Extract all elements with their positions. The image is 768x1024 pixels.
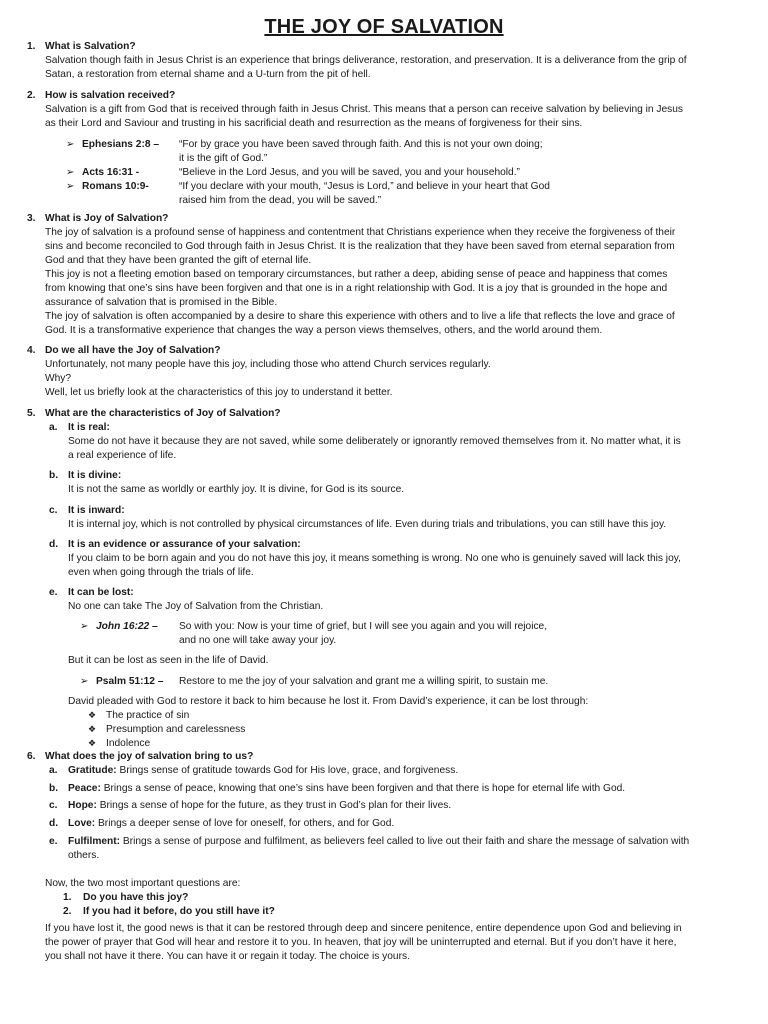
section-heading-text: How is salvation received? (45, 90, 176, 101)
page-title: THE JOY OF SALVATION (264, 16, 504, 38)
paragraph-line: No one can take The Joy of Salvation from the Christian. (68, 601, 324, 612)
section-heading-text: What does the joy of salvation bring to us? (45, 751, 254, 762)
item-text: Brings a sense of peace, knowing that one’s sins have been forgiven and that there is hope for eternal life with God. (103, 783, 626, 794)
section-heading-text: What are the characteristics of Joy of Salvation? (45, 408, 281, 419)
diamond-bullet-icon: ❖ (88, 710, 97, 720)
section-number: 4. (27, 345, 36, 356)
question-number: 2. (63, 906, 72, 917)
paragraph-line: you shall not have it there. You can have it or regain it today. The choice is yours. (45, 951, 410, 962)
item-term: Hope: (68, 800, 97, 811)
section-heading (27, 407, 281, 421)
verse-bullet (66, 138, 666, 152)
question-text: Do you have this joy? (83, 892, 189, 903)
section-heading (27, 40, 136, 54)
verse-reference: Psalm 51:12 – (96, 676, 164, 687)
verse-continuation: raised him from the dead, you will be saved.” (179, 195, 382, 206)
verse-bullet (66, 180, 666, 194)
paragraph-line: If you have lost it, the good news is that it can be restored through deep and sincere penitence, entire dependence upon God and believing in (45, 923, 682, 934)
item-title: It is an evidence or assurance of your salvation: (68, 539, 301, 550)
item-term: Fulfilment: (68, 836, 121, 847)
paragraph-line: assurance of salvation that is promised in the Bible. (45, 297, 278, 308)
item-letter: d. (49, 818, 59, 829)
item-letter: e. (49, 836, 58, 847)
item-letter: e. (49, 587, 58, 598)
list-item-text: Indolence (106, 738, 151, 749)
section-heading-text: What is Joy of Salvation? (45, 213, 169, 224)
item-title: It is inward: (68, 505, 125, 516)
item-letter: c. (49, 505, 58, 516)
item-term: Peace: (68, 783, 101, 794)
verse-continuation: it is the gift of God.” (179, 153, 268, 164)
diamond-bullet-icon: ❖ (88, 738, 97, 748)
list-item (88, 709, 688, 723)
verse-text: So with you: Now is your time of grief, but I will see you again and you will rejoice, (179, 621, 548, 632)
paragraph-line: But it can be lost as seen in the life of David. (68, 655, 269, 666)
item-title: It is real: (68, 422, 110, 433)
characteristic-can-be-lost (49, 586, 741, 600)
list-item-text: Presumption and carelessness (106, 724, 246, 735)
item-title: It can be lost: (68, 587, 134, 598)
item-text: Brings sense of gratitude towards God for His love, grace, and forgiveness. (119, 765, 459, 776)
verse-bullet (80, 620, 680, 634)
verse-bullet (80, 675, 680, 689)
verse-continuation: and no one will take away your joy. (179, 635, 337, 646)
characteristic-real (49, 421, 741, 435)
paragraph-line: The joy of salvation is often accompanied by a desire to share this experience with others and to live a life that reflects the love and grace of (45, 311, 675, 322)
characteristic-divine (49, 469, 741, 483)
paragraph-line: even when going through the trials of life. (68, 567, 254, 578)
paragraph-line: from knowing that one’s sins have been forgiven and that one is in a right relationship with God. It is a joy that is grounded in the hope and (45, 283, 668, 294)
item-text: Brings a sense of hope for the future, as they trust in God’s plan for their lives. (99, 800, 452, 811)
paragraph-line: Unfortunately, not many people have this joy, including those who attend Church services regularly. (45, 359, 491, 370)
paragraph-line: the power of prayer that God will hear and restore it to you. In heaven, that joy will be uninterrupted and eternal. But if you don’t have it here, (45, 937, 677, 948)
list-item-text: The practice of sin (106, 710, 190, 721)
item-letter: a. (49, 422, 58, 433)
item-letter: c. (49, 800, 58, 811)
verse-text: “Believe in the Lord Jesus, and you will be saved, you and your household.” (179, 167, 520, 178)
item-text: Brings a deeper sense of love for oneself, for others, and for God. (98, 818, 395, 829)
paragraph-line: If you claim to be born again and you do not have this joy, it means something is wrong. No one who is genuinely saved will lack this joy, (68, 553, 681, 564)
paragraph-line: This joy is not a fleeting emotion based on temporary circumstances, but rather a deep, abiding sense of peace and happiness that comes (45, 269, 668, 280)
benefit-item (49, 817, 741, 831)
section-heading (27, 89, 175, 103)
item-letter: a. (49, 765, 58, 776)
item-letter: b. (49, 783, 59, 794)
item-title: It is divine: (68, 470, 122, 481)
paragraph-line: It is internal joy, which is not controlled by physical circumstances of life. Even during trials and tribulations, you can still have this joy. (68, 519, 667, 530)
paragraph-line: It is not the same as worldly or earthly joy. It is divine, for God is its source. (68, 484, 405, 495)
item-text: Brings a sense of purpose and fulfilment, as believers feel called to live out their faith and share the message of salvation with (122, 836, 690, 847)
verse-text: “For by grace you have been saved through faith. And this is not your own doing; (179, 139, 543, 150)
question-item (63, 905, 275, 919)
item-letter: d. (49, 539, 59, 550)
section-heading-text: What is Salvation? (45, 41, 136, 52)
question-text: If you had it before, do you still have it? (83, 906, 275, 917)
verse-text: Restore to me the joy of your salvation and grant me a willing spirit, to sustain me. (179, 676, 549, 687)
benefit-item (49, 782, 741, 796)
paragraph-line: Some do not have it because they are not saved, while some deliberately or ignorantly removed themselves from it. No matter what, it is (68, 436, 681, 447)
item-text-continuation: others. (68, 850, 100, 861)
section-number: 5. (27, 408, 36, 419)
paragraph-line: Salvation is a gift from God that is received through faith in Jesus Christ. This means that a person can receive salvation by believing in Jesus (45, 104, 683, 115)
section-heading-text: Do we all have the Joy of Salvation? (45, 345, 221, 356)
characteristic-inward (49, 504, 741, 518)
paragraph-line: The joy of salvation is a profound sense of happiness and contentment that Christians experience when they receive the forgiveness of their (45, 227, 676, 238)
benefit-item (49, 835, 741, 849)
section-heading (27, 344, 221, 358)
item-letter: b. (49, 470, 59, 481)
verse-reference: Ephesians 2:8 – (82, 139, 160, 150)
arrow-bullet-icon: ➢ (66, 181, 75, 192)
section-heading (27, 212, 168, 226)
question-number: 1. (63, 892, 72, 903)
arrow-bullet-icon: ➢ (66, 167, 75, 178)
closing-intro: Now, the two most important questions are: (45, 878, 241, 889)
verse-reference: John 16:22 – (96, 621, 158, 632)
verse-reference: Acts 16:31 - (82, 167, 140, 178)
paragraph-line: God and that they have been granted the gift of eternal life. (45, 255, 312, 266)
benefit-item (49, 764, 741, 778)
arrow-bullet-icon: ➢ (80, 621, 89, 632)
paragraph-line: a real experience of life. (68, 450, 177, 461)
section-number: 3. (27, 213, 36, 224)
paragraph-line: Why? (45, 373, 72, 384)
paragraph-line: sins and become reconciled to God through faith in Jesus Christ. It is the realization that they have been saved from eternal separation from (45, 241, 675, 252)
verse-text: “If you declare with your mouth, “Jesus is Lord,” and believe in your heart that God (179, 181, 550, 192)
paragraph-line: as their Lord and Saviour and trusting in his sacrificial death and resurrection as the means of forgiveness for their sins. (45, 118, 583, 129)
paragraph-line: Well, let us briefly look at the characteristics of this joy to understand it better. (45, 387, 393, 398)
section-number: 6. (27, 751, 36, 762)
item-term: Love: (68, 818, 96, 829)
list-item (88, 737, 688, 751)
paragraph-line: Salvation though faith in Jesus Christ is an experience that brings deliverance, restoration, and preservation. It is a deliverance from the grip of (45, 55, 687, 66)
list-item (88, 723, 688, 737)
verse-bullet (66, 166, 666, 180)
characteristic-evidence (49, 538, 741, 552)
diamond-bullet-icon: ❖ (88, 724, 97, 734)
arrow-bullet-icon: ➢ (80, 676, 89, 687)
paragraph-line: Satan, a restoration from eternal shame and a U-turn from the pit of hell. (45, 69, 371, 80)
section-heading (27, 750, 253, 764)
question-item (63, 891, 188, 905)
item-term: Gratitude: (68, 765, 117, 776)
section-number: 2. (27, 90, 36, 101)
arrow-bullet-icon: ➢ (66, 139, 75, 150)
section-number: 1. (27, 41, 36, 52)
verse-reference: Romans 10:9- (82, 181, 149, 192)
paragraph-line: David pleaded with God to restore it back to him because he lost it. From David’s experience, it can be lost through: (68, 696, 589, 707)
benefit-item (49, 799, 741, 813)
paragraph-line: God. It is a transformative experience that changes the way a person views themselves, others, and the world around them. (45, 325, 603, 336)
